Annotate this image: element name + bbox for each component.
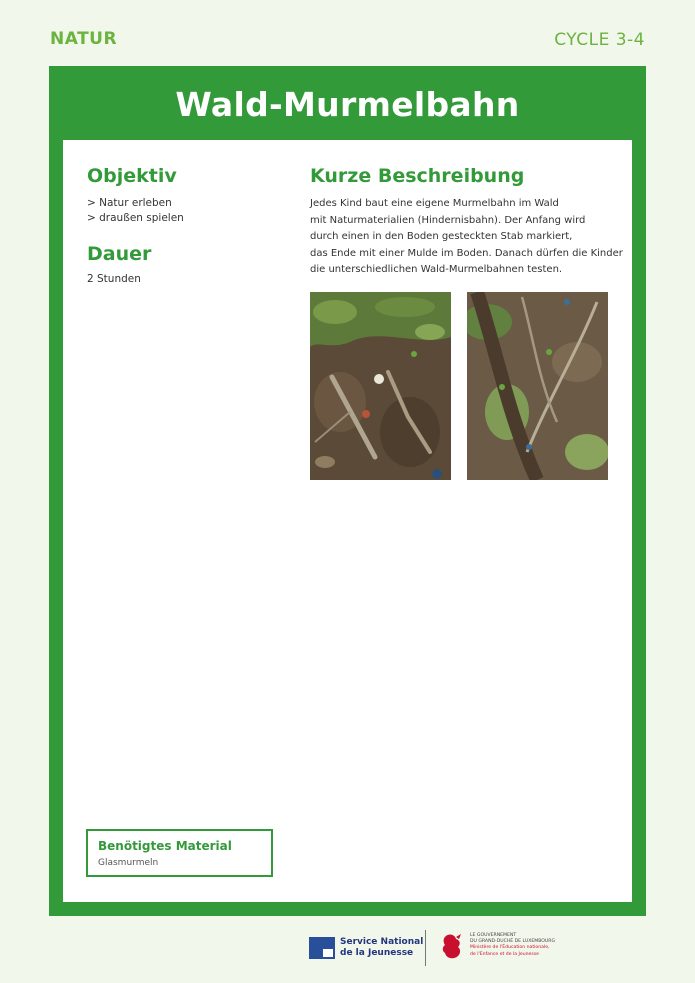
page-title: Wald-Murmelbahn: [175, 85, 520, 124]
ministry-line: Ministère de l'Éducation nationale,: [470, 945, 550, 951]
material-value: Glasmurmeln: [98, 858, 159, 868]
snj-logo-icon: [309, 937, 335, 959]
dauer-heading: Dauer: [87, 243, 152, 265]
marble-track-photo-2: [467, 292, 608, 480]
beschreibung-text: [310, 196, 623, 279]
material-heading: Benötigtes Material: [98, 839, 232, 853]
objektiv-item: > Natur erleben: [87, 197, 172, 209]
beschreibung-line: das Ende mit einer Mulde im Boden. Danach dürfen die Kinder: [310, 247, 623, 259]
dauer-value: 2 Stunden: [87, 273, 141, 285]
beschreibung-line: Jedes Kind baut eine eigene Murmelbahn im Wald: [310, 198, 559, 209]
content-panel: [63, 140, 632, 902]
footer-divider: [425, 930, 426, 966]
marble-track-photo-1: [310, 292, 451, 480]
snj-line: de la Jeunesse: [340, 948, 414, 958]
ministry-line: LE GOUVERNEMENT: [470, 933, 517, 938]
objektiv-list: [87, 196, 184, 226]
beschreibung-line: die unterschiedlichen Wald-Murmelbahnen testen.: [310, 264, 563, 275]
snj-logo: [309, 937, 423, 959]
beschreibung-line: mit Naturmaterialien (Hindernisbahn). Der Anfang wird: [310, 214, 586, 226]
category-label: NATUR: [50, 29, 118, 49]
objektiv-item: > draußen spielen: [87, 212, 184, 224]
beschreibung-line: durch einen in den Boden gesteckten Stab markiert,: [310, 231, 573, 242]
ministry-logo: [440, 933, 555, 961]
activity-card: [49, 66, 646, 916]
objektiv-heading: Objektiv: [87, 165, 177, 187]
ministry-line: de l'Enfance et de la Jeunesse: [470, 951, 539, 957]
snj-line: Service National: [340, 937, 424, 947]
red-lion-icon: [440, 933, 464, 961]
beschreibung-heading: Kurze Beschreibung: [310, 165, 525, 187]
ministry-line: DU GRAND-DUCHÉ DE LUXEMBOURG: [470, 939, 556, 945]
cycle-label: CYCLE 3-4: [554, 30, 645, 50]
material-box: [86, 829, 273, 877]
